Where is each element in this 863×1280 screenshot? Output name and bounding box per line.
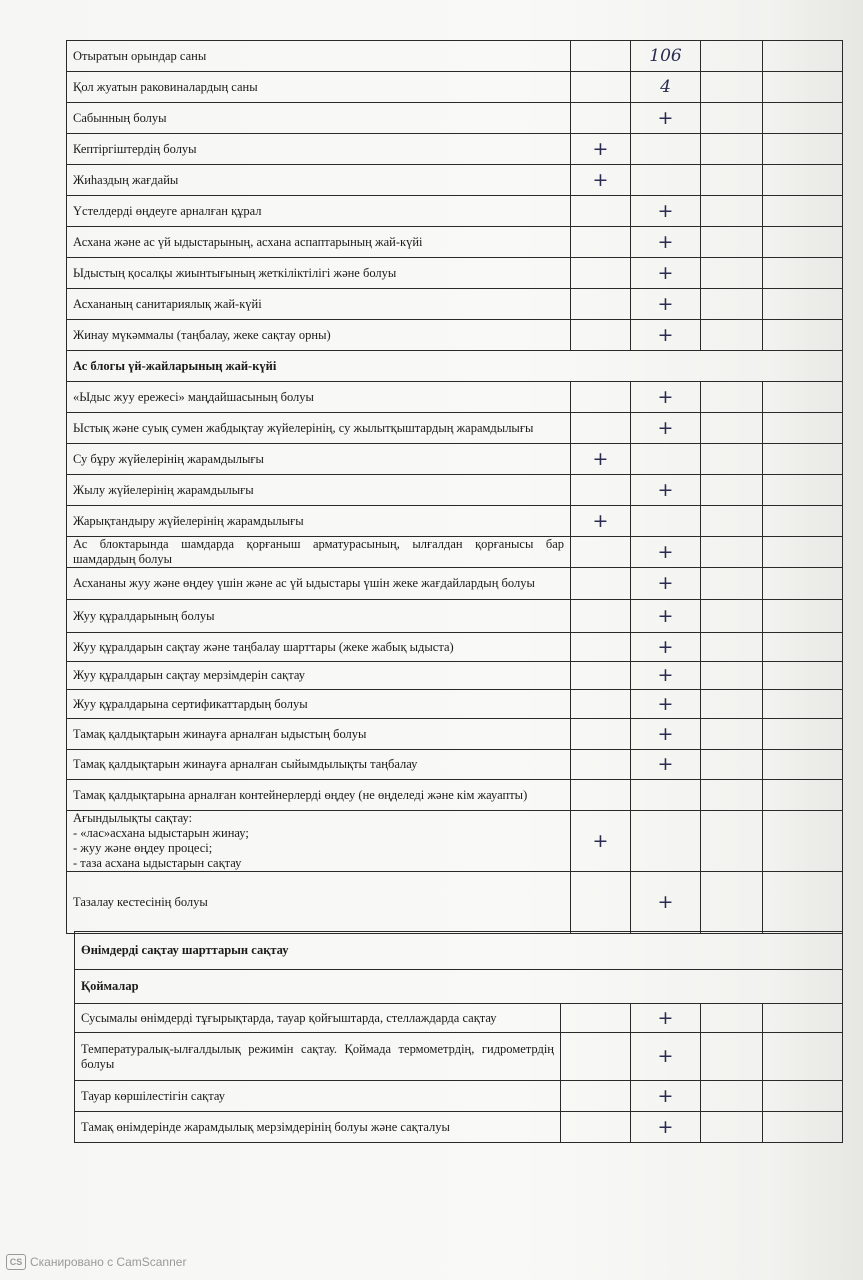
handwritten-mark: + bbox=[631, 196, 701, 227]
table-row bbox=[75, 1004, 843, 1033]
row-label: Тазалау кестесінің болуы bbox=[67, 872, 571, 934]
handwritten-mark: + bbox=[631, 719, 701, 750]
table-row bbox=[67, 690, 843, 719]
empty-cell bbox=[701, 872, 763, 934]
empty-cell bbox=[701, 780, 763, 811]
empty-cell bbox=[701, 506, 763, 537]
empty-cell bbox=[701, 537, 763, 568]
row-label: Жиһаздың жағдайы bbox=[67, 165, 571, 196]
empty-cell bbox=[763, 633, 843, 662]
table-row bbox=[67, 134, 843, 165]
empty-cell bbox=[701, 811, 763, 872]
table-row bbox=[67, 41, 843, 72]
empty-cell bbox=[571, 227, 631, 258]
empty-cell bbox=[763, 750, 843, 780]
row-label: Жинау мүкәммалы (таңбалау, жеке сақтау орны) bbox=[67, 320, 571, 351]
empty-cell bbox=[701, 41, 763, 72]
handwritten-mark: + bbox=[571, 444, 631, 475]
table-row bbox=[67, 382, 843, 413]
empty-cell bbox=[701, 662, 763, 690]
row-label: Жуу құралдарын сақтау және таңбалау шарттары (жеке жабық ыдыста) bbox=[67, 633, 571, 662]
empty-cell bbox=[701, 719, 763, 750]
handwritten-mark: + bbox=[571, 134, 631, 165]
empty-cell bbox=[763, 320, 843, 351]
watermark-text: Сканировано с CamScanner bbox=[30, 1255, 187, 1269]
row-label: Асхана және ас үй ыдыстарының, асхана аспаптарының жай-күйі bbox=[67, 227, 571, 258]
empty-cell bbox=[571, 289, 631, 320]
empty-cell bbox=[763, 258, 843, 289]
empty-cell bbox=[763, 444, 843, 475]
table-row bbox=[67, 413, 843, 444]
row-label: Ыдыстың қосалқы жиынтығының жеткіліктілігі және болуы bbox=[67, 258, 571, 289]
row-label: Асхананы жуу және өңдеу үшін және ас үй ыдыстары үшін жеке жағдайлардың болуы bbox=[67, 568, 571, 600]
row-label: Тамақ қалдықтарын жинауға арналған сыйымдылықты таңбалау bbox=[67, 750, 571, 780]
handwritten-mark: + bbox=[631, 537, 701, 568]
table-row bbox=[75, 1081, 843, 1112]
empty-cell bbox=[763, 382, 843, 413]
section-row bbox=[67, 351, 843, 382]
handwritten-mark: 4 bbox=[631, 72, 701, 103]
table-row bbox=[67, 633, 843, 662]
empty-cell bbox=[701, 1112, 763, 1143]
empty-cell bbox=[701, 444, 763, 475]
row-label: Үстелдерді өңдеуге арналған құрал bbox=[67, 196, 571, 227]
handwritten-mark: + bbox=[631, 568, 701, 600]
handwritten-mark: + bbox=[631, 1004, 701, 1033]
table-row bbox=[67, 444, 843, 475]
handwritten-mark: + bbox=[631, 475, 701, 506]
empty-cell bbox=[631, 134, 701, 165]
empty-cell bbox=[763, 165, 843, 196]
empty-cell bbox=[763, 690, 843, 719]
handwritten-mark: + bbox=[631, 600, 701, 633]
empty-cell bbox=[701, 600, 763, 633]
table-row bbox=[67, 719, 843, 750]
table-row bbox=[67, 780, 843, 811]
table-row bbox=[75, 1033, 843, 1081]
empty-cell bbox=[763, 72, 843, 103]
table-row bbox=[67, 227, 843, 258]
empty-cell bbox=[701, 475, 763, 506]
handwritten-mark: + bbox=[631, 662, 701, 690]
empty-cell bbox=[701, 258, 763, 289]
row-label: Жуу құралдарын сақтау мерзімдерін сақтау bbox=[67, 662, 571, 690]
handwritten-mark: + bbox=[631, 690, 701, 719]
row-label: Тамақ қалдықтарына арналған контейнерлерді өңдеу (не өңделеді және кім жауапты) bbox=[67, 780, 571, 811]
row-label: Сабынның болуы bbox=[67, 103, 571, 134]
empty-cell bbox=[571, 633, 631, 662]
table-row bbox=[67, 475, 843, 506]
table-row bbox=[67, 196, 843, 227]
section-heading: Ас блогы үй-жайларының жай-күйі bbox=[67, 351, 843, 382]
empty-cell bbox=[571, 719, 631, 750]
row-label: Жуу құралдарының болуы bbox=[67, 600, 571, 633]
camscanner-watermark bbox=[6, 1254, 186, 1270]
empty-cell bbox=[571, 103, 631, 134]
empty-cell bbox=[763, 719, 843, 750]
row-label: Тамақ өнімдерінде жарамдылық мерзімдерінің болуы және сақталуы bbox=[75, 1112, 561, 1143]
empty-cell bbox=[701, 1004, 763, 1033]
empty-cell bbox=[763, 1004, 843, 1033]
row-label: Температуралық-ылғалдылық режимін сақтау. Қоймада термометрдің, гидрометрдің болуы bbox=[75, 1033, 561, 1081]
table-row bbox=[67, 165, 843, 196]
empty-cell bbox=[571, 196, 631, 227]
handwritten-mark: + bbox=[571, 506, 631, 537]
empty-cell bbox=[763, 413, 843, 444]
table-row bbox=[67, 258, 843, 289]
empty-cell bbox=[701, 633, 763, 662]
empty-cell bbox=[763, 1081, 843, 1112]
inspection-table-1 bbox=[66, 40, 843, 934]
camscanner-logo-icon: CS bbox=[6, 1254, 26, 1270]
empty-cell bbox=[763, 475, 843, 506]
row-label-line: Ағындылықты сақтау: bbox=[73, 811, 193, 825]
inspection-table-2 bbox=[74, 931, 843, 1143]
table-row bbox=[67, 72, 843, 103]
empty-cell bbox=[561, 1112, 631, 1143]
row-label: Қол жуатын раковиналардың саны bbox=[67, 72, 571, 103]
handwritten-mark: + bbox=[631, 382, 701, 413]
empty-cell bbox=[701, 227, 763, 258]
empty-cell bbox=[571, 537, 631, 568]
table-row bbox=[67, 662, 843, 690]
handwritten-mark: + bbox=[631, 872, 701, 934]
table-row bbox=[67, 600, 843, 633]
row-label-line: - таза асхана ыдыстарын сақтау bbox=[73, 856, 242, 870]
empty-cell bbox=[763, 1112, 843, 1143]
handwritten-mark: + bbox=[571, 811, 631, 872]
empty-cell bbox=[631, 506, 701, 537]
empty-cell bbox=[571, 320, 631, 351]
handwritten-mark: + bbox=[631, 633, 701, 662]
handwritten-mark: + bbox=[571, 165, 631, 196]
row-label: Асхананың санитариялық жай-күйі bbox=[67, 289, 571, 320]
empty-cell bbox=[631, 811, 701, 872]
empty-cell bbox=[763, 780, 843, 811]
empty-cell bbox=[763, 506, 843, 537]
handwritten-mark: + bbox=[631, 1033, 701, 1081]
empty-cell bbox=[571, 690, 631, 719]
row-label: Тамақ қалдықтарын жинауға арналған ыдыстың болуы bbox=[67, 719, 571, 750]
empty-cell bbox=[571, 872, 631, 934]
empty-cell bbox=[571, 662, 631, 690]
handwritten-mark: + bbox=[631, 320, 701, 351]
handwritten-mark: + bbox=[631, 227, 701, 258]
table-row bbox=[67, 568, 843, 600]
empty-cell bbox=[701, 1033, 763, 1081]
row-label-line: - жуу және өңдеу процесі; bbox=[73, 841, 213, 855]
handwritten-mark: + bbox=[631, 1081, 701, 1112]
empty-cell bbox=[701, 690, 763, 719]
empty-cell bbox=[571, 41, 631, 72]
empty-cell bbox=[571, 600, 631, 633]
empty-cell bbox=[631, 780, 701, 811]
section-heading: Өнімдерді сақтау шарттарын сақтау bbox=[75, 932, 843, 970]
empty-cell bbox=[701, 413, 763, 444]
empty-cell bbox=[571, 780, 631, 811]
empty-cell bbox=[763, 134, 843, 165]
row-label-multiline bbox=[67, 811, 571, 872]
handwritten-mark: + bbox=[631, 289, 701, 320]
empty-cell bbox=[701, 134, 763, 165]
empty-cell bbox=[701, 1081, 763, 1112]
empty-cell bbox=[763, 600, 843, 633]
handwritten-mark: + bbox=[631, 1112, 701, 1143]
empty-cell bbox=[571, 382, 631, 413]
empty-cell bbox=[701, 568, 763, 600]
empty-cell bbox=[701, 382, 763, 413]
row-label: Тауар көршілестігін сақтау bbox=[75, 1081, 561, 1112]
empty-cell bbox=[763, 227, 843, 258]
empty-cell bbox=[701, 196, 763, 227]
row-label: Кептіргіштердің болуы bbox=[67, 134, 571, 165]
empty-cell bbox=[701, 165, 763, 196]
row-label: Сусымалы өнімдерді тұғырықтарда, тауар қойғыштарда, стеллаждарда сақтау bbox=[75, 1004, 561, 1033]
table-row bbox=[67, 103, 843, 134]
empty-cell bbox=[561, 1033, 631, 1081]
section-row bbox=[75, 932, 843, 970]
row-label-line: - «лас»асхана ыдыстарын жинау; bbox=[73, 826, 249, 840]
handwritten-mark: + bbox=[631, 413, 701, 444]
empty-cell bbox=[763, 872, 843, 934]
empty-cell bbox=[571, 568, 631, 600]
row-label: «Ыдыс жуу ережесі» маңдайшасының болуы bbox=[67, 382, 571, 413]
table-row bbox=[67, 537, 843, 568]
row-label: Ыстық және суық сумен жабдықтау жүйелерінің, су жылытқыштардың жарамдылығы bbox=[67, 413, 571, 444]
empty-cell bbox=[571, 750, 631, 780]
row-label: Отыратын орындар саны bbox=[67, 41, 571, 72]
empty-cell bbox=[763, 568, 843, 600]
row-label: Су бұру жүйелерінің жарамдылығы bbox=[67, 444, 571, 475]
empty-cell bbox=[763, 537, 843, 568]
section-heading: Қоймалар bbox=[75, 970, 843, 1004]
empty-cell bbox=[701, 289, 763, 320]
row-label: Жылу жүйелерінің жарамдылығы bbox=[67, 475, 571, 506]
row-label: Жарықтандыру жүйелерінің жарамдылығы bbox=[67, 506, 571, 537]
section-row bbox=[75, 970, 843, 1004]
empty-cell bbox=[571, 413, 631, 444]
empty-cell bbox=[701, 320, 763, 351]
empty-cell bbox=[763, 662, 843, 690]
row-label: Ас блоктарында шамдарда қорғаныш арматурасының, ылғалдан қорғанысы бар шамдардың болуы bbox=[67, 537, 571, 568]
empty-cell bbox=[763, 41, 843, 72]
table-row bbox=[67, 750, 843, 780]
handwritten-mark: 106 bbox=[631, 41, 701, 72]
empty-cell bbox=[631, 444, 701, 475]
table-row bbox=[67, 320, 843, 351]
empty-cell bbox=[561, 1004, 631, 1033]
handwritten-mark: + bbox=[631, 750, 701, 780]
empty-cell bbox=[763, 289, 843, 320]
empty-cell bbox=[571, 258, 631, 289]
empty-cell bbox=[571, 475, 631, 506]
table-row bbox=[67, 289, 843, 320]
table-row bbox=[67, 811, 843, 872]
empty-cell bbox=[561, 1081, 631, 1112]
empty-cell bbox=[701, 72, 763, 103]
empty-cell bbox=[763, 811, 843, 872]
empty-cell bbox=[701, 103, 763, 134]
empty-cell bbox=[701, 750, 763, 780]
empty-cell bbox=[763, 1033, 843, 1081]
row-label: Жуу құралдарына сертификаттардың болуы bbox=[67, 690, 571, 719]
empty-cell bbox=[571, 72, 631, 103]
empty-cell bbox=[763, 103, 843, 134]
handwritten-mark: + bbox=[631, 103, 701, 134]
empty-cell bbox=[763, 196, 843, 227]
handwritten-mark: + bbox=[631, 258, 701, 289]
empty-cell bbox=[631, 165, 701, 196]
table-row bbox=[67, 506, 843, 537]
table-row bbox=[67, 872, 843, 934]
table-row bbox=[75, 1112, 843, 1143]
